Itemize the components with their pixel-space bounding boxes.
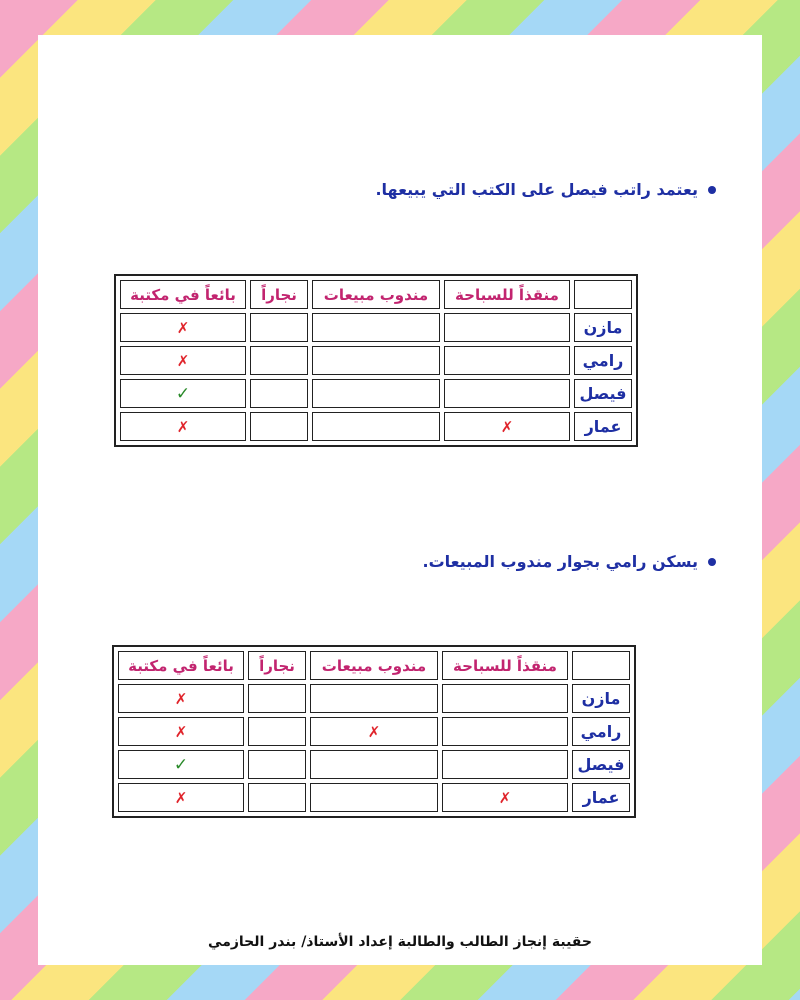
grid-cell-lifeguard[interactable] <box>442 750 568 779</box>
grid-row <box>120 379 632 408</box>
grid-cell-carpenter[interactable] <box>250 313 308 342</box>
clue-2-text: يسكن رامي بجوار مندوب المبيعات. <box>422 552 698 571</box>
grid-cell-carpenter[interactable] <box>250 379 308 408</box>
person-name: عمار <box>574 412 632 441</box>
grid-row <box>118 717 630 746</box>
grid-cell-carpenter[interactable] <box>248 750 306 779</box>
grid-cell-sales-rep[interactable] <box>310 750 438 779</box>
grid-cell-bookseller[interactable] <box>120 379 246 408</box>
grid-cell-bookseller[interactable] <box>118 684 244 713</box>
grid-cell-bookseller[interactable] <box>118 750 244 779</box>
header-row <box>118 651 630 680</box>
grid-cell-bookseller[interactable] <box>120 346 246 375</box>
person-name: مازن <box>572 684 630 713</box>
grid-cell-sales-rep[interactable] <box>310 717 438 746</box>
grid-cell-lifeguard[interactable] <box>442 783 568 812</box>
bullet-dot <box>708 186 716 194</box>
corner-cell <box>572 651 630 680</box>
grid-cell-lifeguard[interactable] <box>444 379 570 408</box>
header-carpenter: نجاراً <box>248 651 306 680</box>
header-bookseller: بائعاً في مكتبة <box>120 280 246 309</box>
grid-row <box>118 783 630 812</box>
header-lifeguard: منقذاً للسباحة <box>442 651 568 680</box>
grid-row <box>118 750 630 779</box>
grid-cell-lifeguard[interactable] <box>442 717 568 746</box>
grid-cell-carpenter[interactable] <box>248 684 306 713</box>
check-mark-icon: ✓ <box>173 754 189 775</box>
header-carpenter: نجاراً <box>250 280 308 309</box>
grid-cell-lifeguard[interactable] <box>442 684 568 713</box>
grid-cell-sales-rep[interactable] <box>312 346 440 375</box>
cross-mark-icon: ✗ <box>176 351 190 370</box>
cross-mark-icon: ✗ <box>498 788 512 807</box>
grid-cell-sales-rep[interactable] <box>312 313 440 342</box>
grid-cell-carpenter[interactable] <box>248 783 306 812</box>
person-name: رامي <box>574 346 632 375</box>
clue-2 <box>422 552 716 571</box>
header-bookseller: بائعاً في مكتبة <box>118 651 244 680</box>
bullet-dot <box>708 558 716 566</box>
person-name: فيصل <box>574 379 632 408</box>
cross-mark-icon: ✗ <box>174 788 188 807</box>
grid-cell-bookseller[interactable] <box>118 717 244 746</box>
logic-grid-2 <box>112 645 636 818</box>
grid-cell-sales-rep[interactable] <box>312 412 440 441</box>
grid-cell-lifeguard[interactable] <box>444 313 570 342</box>
worksheet-page <box>38 35 762 965</box>
logic-grid-1 <box>114 274 638 447</box>
grid-cell-lifeguard[interactable] <box>444 346 570 375</box>
grid-cell-bookseller[interactable] <box>120 313 246 342</box>
person-name: فيصل <box>572 750 630 779</box>
person-name: مازن <box>574 313 632 342</box>
cross-mark-icon: ✗ <box>367 722 381 741</box>
grid-cell-bookseller[interactable] <box>120 412 246 441</box>
grid-cell-sales-rep[interactable] <box>310 783 438 812</box>
footer-credit: حقيبة إنجاز الطالب والطالبة إعداد الأستاذ/ بندر الحازمي <box>208 934 592 950</box>
header-row <box>120 280 632 309</box>
clue-1 <box>375 180 716 199</box>
grid-cell-sales-rep[interactable] <box>312 379 440 408</box>
clue-1-text: يعتمد راتب فيصل على الكتب التي يبيعها. <box>375 180 698 199</box>
cross-mark-icon: ✗ <box>500 417 514 436</box>
person-name: عمار <box>572 783 630 812</box>
header-lifeguard: منقذاً للسباحة <box>444 280 570 309</box>
grid-row <box>118 684 630 713</box>
person-name: رامي <box>572 717 630 746</box>
grid-cell-carpenter[interactable] <box>248 717 306 746</box>
grid-cell-lifeguard[interactable] <box>444 412 570 441</box>
grid-row <box>120 313 632 342</box>
cross-mark-icon: ✗ <box>176 417 190 436</box>
grid-row <box>120 412 632 441</box>
grid-cell-bookseller[interactable] <box>118 783 244 812</box>
grid-row <box>120 346 632 375</box>
grid-cell-sales-rep[interactable] <box>310 684 438 713</box>
header-sales-rep: مندوب مبيعات <box>310 651 438 680</box>
grid-cell-carpenter[interactable] <box>250 346 308 375</box>
grid-cell-carpenter[interactable] <box>250 412 308 441</box>
cross-mark-icon: ✗ <box>174 689 188 708</box>
cross-mark-icon: ✗ <box>174 722 188 741</box>
header-sales-rep: مندوب مبيعات <box>312 280 440 309</box>
corner-cell <box>574 280 632 309</box>
cross-mark-icon: ✗ <box>176 318 190 337</box>
check-mark-icon: ✓ <box>175 383 191 404</box>
